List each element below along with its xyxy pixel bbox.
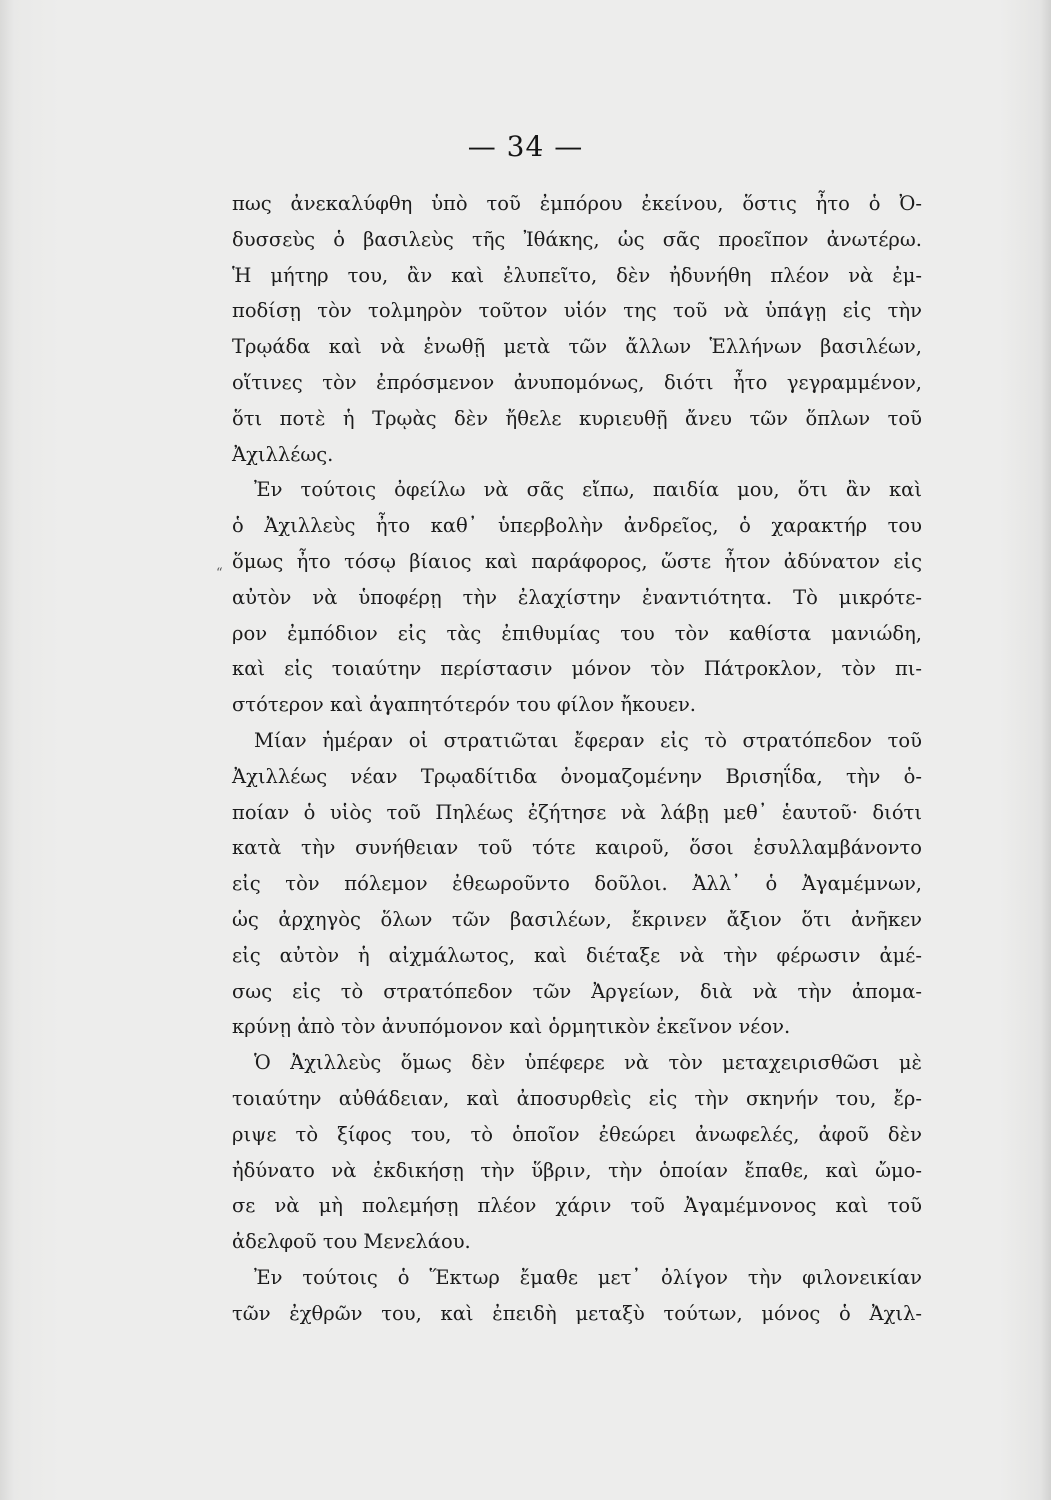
text-line: εἰς αὐτὸν ἡ αἰχμάλωτος, καὶ διέταξε νὰ τὴν φέρωσιν ἀμέ- [232,943,922,967]
text-line: κρύνῃ ἀπὸ τὸν ἀνυπόμονον καὶ ὁρμητικὸν ἐκεῖνον νέον. [232,1015,791,1039]
text-line: ἠδύνατο νὰ ἐκδικήσῃ τὴν ὕβριν, τὴν ὁποίαν ἔπαθε, καὶ ὤμο- [232,1158,922,1182]
page-number: — 34 — [467,130,584,163]
text-line: καὶ εἰς τοιαύτην περίστασιν μόνον τὸν Πάτροκλον, τὸν πι- [232,657,922,681]
text-line: ρον ἐμπόδιον εἰς τὰς ἐπιθυμίας του τὸν καθίστα μανιώδη, [232,621,922,645]
text-line: Ἐν τούτοις ὁ Ἕκτωρ ἔμαθε μετ᾽ ὀλίγον τὴν φιλονεικίαν [254,1265,922,1289]
text-line: ποδίσῃ τὸν τολμηρὸν τοῦτον υἱόν της τοῦ νὰ ὑπάγῃ εἰς τὴν [232,299,922,323]
text-line: αὐτὸν νὰ ὑποφέρῃ τὴν ἐλαχίστην ἐναντιότητα. Τὸ μικρότε- [232,585,922,609]
text-line: τῶν ἐχθρῶν του, καὶ ἐπειδὴ μεταξὺ τούτων, μόνος ὁ Ἀχιλ- [232,1301,922,1325]
text-line: ἀδελφοῦ του Μενελάου. [232,1230,471,1254]
text-line: ὁ Ἀχιλλεὺς ἦτο καθ᾽ ὑπερβολὴν ἀνδρεῖος, ὁ χαρακτήρ του [232,514,922,538]
text-line: σως εἰς τὸ στρατόπεδον τῶν Ἀργείων, διὰ νὰ τὴν ἀπομα- [232,979,922,1003]
margin-mark: “ [216,566,223,581]
text-line: Τρῳάδα καὶ νὰ ἑνωθῇ μετὰ τῶν ἄλλων Ἑλλήνων βασιλέων, [232,335,922,359]
text-line: ὡς ἀρχηγὸς ὅλων τῶν βασιλέων, ἔκρινεν ἄξιον ὅτι ἀνῆκεν [232,907,922,931]
text-line: ποίαν ὁ υἱὸς τοῦ Πηλέως ἐζήτησε νὰ λάβῃ μεθ᾽ ἑαυτοῦ· διότι [232,800,922,824]
text-line: εἰς τὸν πόλεμον ἐθεωροῦντο δοῦλοι. Ἀλλ᾽ ὁ Ἀγαμέμνων, [232,872,922,896]
text-line: δυσσεὺς ὁ βασιλεὺς τῆς Ἰθάκης, ὡς σᾶς προεῖπον ἀνωτέρω. [232,227,922,251]
text-line: Ὁ Ἀχιλλεὺς ὅμως δὲν ὑπέφερε νὰ τὸν μεταχειρισθῶσι μὲ [254,1051,922,1075]
text-line: κατὰ τὴν συνήθειαν τοῦ τότε καιροῦ, ὅσοι ἐσυλλαμβάνοντο [232,836,922,860]
text-line: Ἡ μήτηρ του, ἂν καὶ ἐλυπεῖτο, δὲν ἠδυνήθη πλέον νὰ ἐμ- [232,263,922,287]
body-text [232,186,922,1332]
text-line: πως ἀνεκαλύφθη ὑπὸ τοῦ ἐμπόρου ἐκείνου, ὅστις ἦτο ὁ Ὀ- [232,192,922,215]
text-line: ὅτι ποτὲ ἡ Τρῳὰς δὲν ἤθελε κυριευθῇ ἄνευ τῶν ὅπλων τοῦ [232,406,922,430]
text-line: Ἀχιλλέως. [232,442,334,466]
text-line: ὅμως ἦτο τόσῳ βίαιος καὶ παράφορος, ὥστε ἦτον ἀδύνατον εἰς [232,549,922,573]
text-line: οἵτινες τὸν ἐπρόσμενον ἀνυπομόνως, διότι ἦτο γεγραμμένον, [232,370,922,394]
text-line: Ἐν τούτοις ὀφείλω νὰ σᾶς εἴπω, παιδία μου, ὅτι ἂν καὶ [254,478,922,502]
text-line: Ἀχιλλέως νέαν Τρῳαδίτιδα ὀνομαζομένην Βρισηΐδα, τὴν ὁ- [232,764,922,788]
text-line: τοιαύτην αὐθάδειαν, καὶ ἀποσυρθεὶς εἰς τὴν σκηνήν του, ἔρ- [232,1086,922,1110]
text-line: ριψε τὸ ξίφος του, τὸ ὁποῖον ἐθεώρει ἀνωφελές, ἀφοῦ δὲν [232,1122,922,1146]
text-line: Μίαν ἡμέραν οἱ στρατιῶται ἔφεραν εἰς τὸ στρατόπεδον τοῦ [254,728,922,752]
text-line: σε νὰ μὴ πολεμήσῃ πλέον χάριν τοῦ Ἀγαμέμνονος καὶ τοῦ [232,1194,922,1218]
text-line: στότερον καὶ ἀγαπητότερόν του φίλον ἤκουεν. [232,693,697,717]
